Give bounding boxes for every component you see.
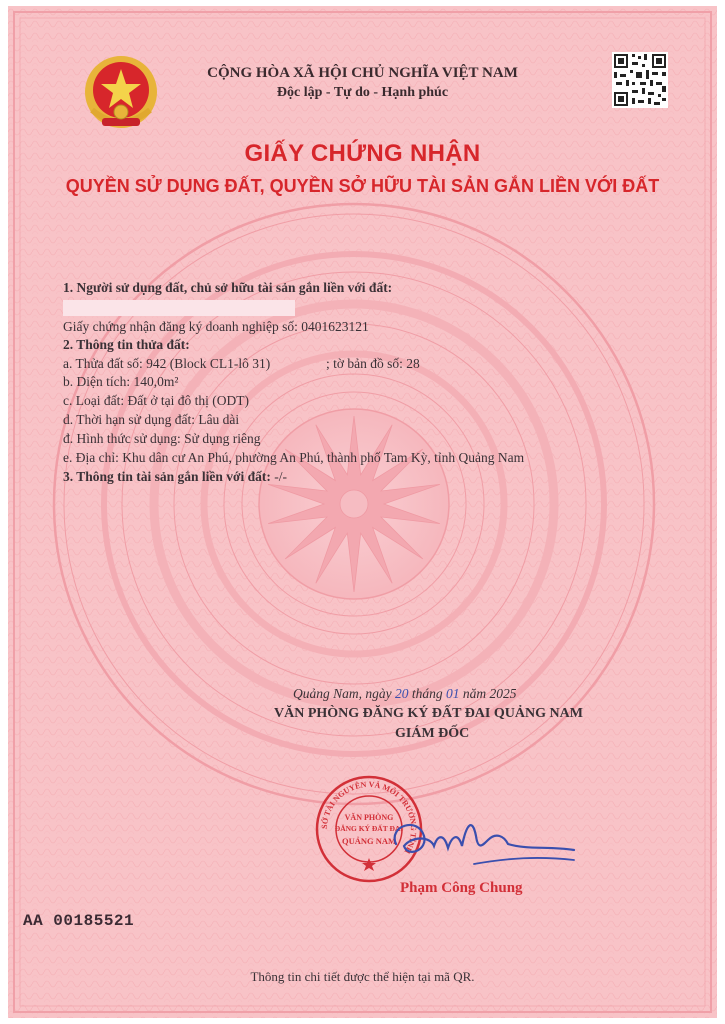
section3-value: -/- [270,469,288,484]
national-motto: Độc lập - Tự do - Hạnh phúc [276,85,449,100]
certificate-sheet [8,6,717,1018]
issuing-office: VĂN PHÒNG ĐĂNG KÝ ĐẤT ĐAI QUẢNG NAM [274,706,583,721]
section2-heading: 2. Thông tin thửa đất: [63,337,190,352]
land-type: c. Loại đất: Đất ở tại đô thị (ODT) [63,393,249,408]
registration-number: Giấy chứng nhận đăng ký doanh nghiệp số: 0401623121 [63,319,369,334]
certificate-title: GIẤY CHỨNG NHẬN [244,140,481,167]
qr-note: Thông tin chi tiết được thể hiện tại mã QR. [250,969,475,984]
parcel-number: a. Thửa đất số: 942 (Block CL1-lô 31) [63,356,271,371]
svg-text:VĂN PHÒNG: VĂN PHÒNG [344,813,394,822]
section3-line [63,469,287,485]
signer-name: Phạm Công Chung [400,880,523,896]
signer-position: GIÁM ĐỐC [395,726,470,741]
signing-place: Quảng Nam, ngày [293,686,392,701]
land-use-term: d. Thời hạn sử dụng đất: Lâu dài [63,412,240,427]
nation-name: CỘNG HÒA XÃ HỘI CHỦ NGHĨA VIỆT NAM [207,65,518,81]
svg-text:SỞ TÀI NGUYÊN VÀ MÔI TRƯỜNG TỈ: SỞ TÀI NGUYÊN VÀ MÔI TRƯỜNG TỈNH [319,779,419,856]
signing-day: 20 [395,686,409,701]
parcel-area: b. Diện tích: 140,0m² [63,374,179,389]
year-label: năm 2025 [462,686,517,701]
qr-code-icon [612,52,668,108]
section1-heading: 1. Người sử dụng đất, chủ sở hữu tài sản gắn liền với đất: [63,280,393,295]
signing-month: 01 [446,686,460,701]
svg-text:ĐĂNG KÝ ĐẤT ĐAI: ĐĂNG KÝ ĐẤT ĐAI [334,824,404,833]
parcel-address: e. Địa chỉ: Khu dân cư An Phú, phường An Phú, thành phố Tam Kỳ, tỉnh Quảng Nam [63,450,525,465]
svg-text:QUẢNG NAM: QUẢNG NAM [341,836,397,846]
usage-form: đ. Hình thức sử dụng: Sử dụng riêng [63,431,261,446]
redacted-owner-name [63,300,295,316]
section3-heading: 3. Thông tin tài sản gắn liền với đất: [63,469,271,484]
signature-icon [378,806,578,876]
signing-date [293,686,517,702]
month-label: tháng [411,686,443,701]
map-sheet-number: ; tờ bản đồ số: 28 [326,356,420,371]
serial-number: AA 00185521 [23,912,135,930]
certificate-subtitle: QUYỀN SỬ DỤNG ĐẤT, QUYỀN SỞ HỮU TÀI SẢN GẮN LIỀN VỚI ĐẤT [65,176,660,196]
